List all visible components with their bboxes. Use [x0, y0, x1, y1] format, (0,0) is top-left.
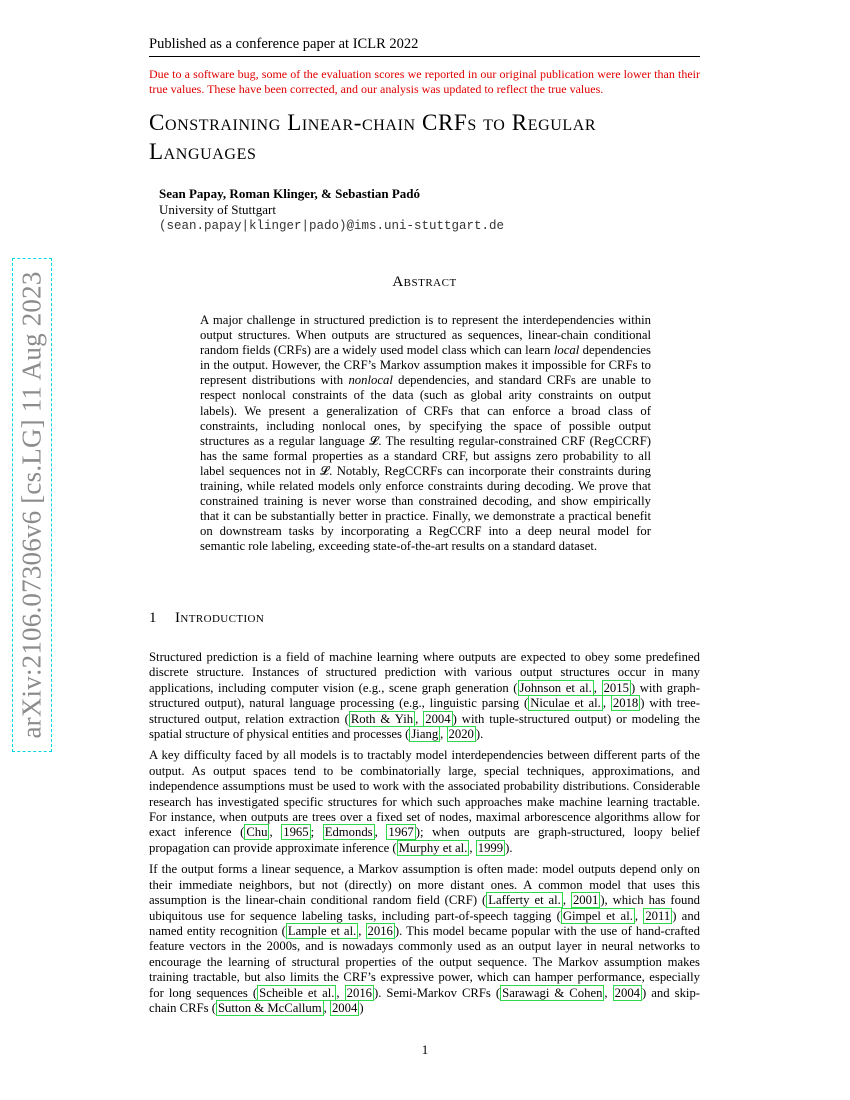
citation-link[interactable]: Johnson et al. [519, 680, 592, 695]
abstract-emphasis-nonlocal: nonlocal [348, 373, 393, 388]
paragraph-text: ) and named entity recognition ( [149, 908, 701, 938]
citation-year-link[interactable]: 2004 [425, 711, 451, 726]
citation-link[interactable]: Gimpel et al. [562, 908, 633, 923]
section-number: 1 [149, 610, 157, 626]
abstract-text: dependencies in the output. However, the CRF’s Markov assumption makes it impossible for CRFs to represent distributions with [200, 343, 651, 388]
citation-link[interactable]: Jiang [411, 727, 439, 742]
citation-year-link[interactable]: 1999 [477, 840, 504, 855]
citation-year-link[interactable]: 2020 [448, 727, 474, 742]
paragraph-text: ). [475, 727, 484, 742]
citation-link[interactable]: Lample et al. [287, 923, 357, 938]
paragraph: If the output forms a linear sequence, a Markov assumption is often made: model outputs depend only on their immediate neighbors, but not (directly) on more distant ones. A common model that uses this assumption is the linear-chain conditional random field (CRF) ( Lafferty et al. , 2001 ), which has found ubiquitous use for sequence labeling tasks, including part-of-speech tagging ( Gimpel et al. , 2011 ) and named entity recognition ( Lample et al. , 2016 ). This model became popular with the use of hand-crafted feature vectors in the 2000s, and is nowadays commonly used as an output layer in neural networks to encourage the learning of structural properties of the output sequence. The Markov assumption makes training tractable, but also limits the CRF’s expressive power, which can hamper performance, especially for long sequences ( Scheible et al. , 2016 ). Semi-Markov CRFs ( Sarawagi & Cohen , 2004 ) and skip-chain CRFs ( Sutton & McCallum , 2004 ) [149, 862, 701, 1015]
paragraph-text: ). Semi-Markov CRFs ( [374, 985, 501, 1000]
section-heading [149, 610, 264, 627]
citation-link[interactable]: Roth & Yih [350, 711, 414, 726]
math-language-symbol: 𝓛 [319, 463, 330, 478]
paragraph-text: ). This model became popular with the use of hand-crafted feature vectors in the 2000s, and is nowadays commonly used as an output layer in neural networks to encourage the learning of structural properties of the output sequence. The Markov assumption makes training tractable, but also limits the CRF’s expressive power, which can hamper performance, especially for long sequences ( [149, 923, 700, 1000]
paragraph-text: ) and skip-chain CRFs ( [149, 985, 701, 1015]
paragraph-text: ) with tree-structured output, relation extraction ( [149, 696, 700, 726]
citation-year-link[interactable]: 1965 [283, 825, 309, 840]
paper-title [149, 108, 709, 166]
citation-link[interactable]: Murphy et al. [398, 840, 468, 855]
abstract-text: A major challenge in structured prediction is to represent the interdependencies within output structures. When outputs are structured as sequences, linear-chain conditional random fields (CRFs) are a widely used model class which can learn [200, 313, 651, 358]
section-title: Introduction [175, 610, 265, 626]
abstract-heading: Abstract [392, 274, 457, 290]
citation-link[interactable]: Sarawagi & Cohen [502, 985, 603, 1000]
errata-notice: Due to a software bug, some of the evaluation scores we reported in our original publication were lower than their true values. These have been corrected, and our analysis was updated to reflect the true values. [149, 67, 700, 96]
citation-year-link[interactable]: 2004 [331, 1000, 358, 1015]
citation-link[interactable]: Scheible et al. [259, 985, 335, 1000]
citation-link[interactable]: Edmonds [324, 825, 373, 840]
page-number: 1 [421, 1042, 429, 1057]
citation-link[interactable]: Sutton & McCallum [217, 1000, 322, 1015]
paragraph-text: ) [359, 1000, 364, 1015]
abstract-text: . The resulting regular-constrained CRF (RegCCRF) has the same formal properties as a standard CRF, but assigns zero probability to all label sequences not in [200, 433, 651, 478]
paragraph-text: ) with graph-structured output), natural language processing (e.g., linguistic parsing ( [149, 680, 700, 711]
paragraph: Structured prediction is a field of machine learning where outputs are expected to obey some predefined discrete structure. Instances of structured prediction with various output structures occur in many applications, including computer vision (e.g., scene graph generation ( Johnson et al. , 2015 ) with graph-structured output), natural language processing (e.g., linguistic parsing ( Niculae et al. , 2018 ) with tree-structured output, relation extraction ( Roth & Yih , 2004 ) with tuple-structured output) or modeling the spatial structure of physical entities and processes ( Jiang , 2020 ). [149, 650, 701, 742]
citation-year-link[interactable]: 2016 [346, 985, 372, 1000]
paragraph-text: A key difficulty faced by all models is to tractably model interdependencies between different parts of the output. As output spaces tend to be combinatorially large, special techniques, approximations, and independence assumptions must be used to work with the associated probability distributions. Considerable research has investigated specific structures for which such approaches make machine learning tractable. For instance, when outputs are trees over a fixed set of nodes, maximal arborescence algorithms allow for exact inference ( [149, 748, 700, 840]
abstract-emphasis-local: local [553, 343, 580, 358]
paragraph-text: ) with tuple-structured output) or modeling the spatial structure of physical entities and processes ( [149, 711, 701, 742]
abstract-body [200, 313, 651, 555]
arxiv-stamp[interactable] [12, 258, 52, 752]
author-affiliation: University of Stuttgart [159, 202, 276, 217]
title-part-3: s to Regular Languages [149, 110, 597, 164]
paragraph-text: If the output forms a linear sequence, a Markov assumption is often made: model outputs depend only on their immediate neighbors, but not (directly) on more distant ones. A common model that uses this assumption is the linear-chain conditional random field (CRF) ( [149, 862, 700, 908]
author-block [159, 186, 699, 234]
arxiv-stamp-text: arXiv:2106.07306v6 [cs.LG] 11 Aug 2023 [16, 271, 47, 739]
paragraph-text: ), which has found ubiquitous use for sequence labeling tasks, including part-of-speech tagging ( [149, 893, 701, 923]
citation-year-link[interactable]: 2004 [614, 985, 641, 1000]
paragraph-text: ; [310, 825, 323, 840]
title-part-2: CRF [422, 110, 468, 135]
citation-link[interactable]: Niculae et al. [530, 696, 601, 711]
author-email: (sean.papay|klinger|pado)@ims.uni-stuttgart.de [159, 219, 505, 233]
author-names: Sean Papay, Roman Klinger, & Sebastian Padó [159, 186, 421, 201]
citation-link[interactable]: Lafferty et al. [488, 893, 561, 908]
paragraph-text: ). [505, 840, 513, 855]
paragraph-text: Structured prediction is a field of machine learning where outputs are expected to obey some predefined discrete structure. Instances of structured prediction with various output structures occur in many applications, including computer vision (e.g., scene graph generation ( [149, 650, 700, 695]
abstract-text: . Notably, RegCCRFs can incorporate their constraints during training, while related models only enforce constraints during decoding. We prove that constrained training is never worse than constrained decoding, and show empirically that it can be substantially better in practice. Finally, we demonstrate a practical benefit on downstream tasks by incorporating a RegCCRF into a deep neural model for semantic role labeling, exceeding state-of-the-art results on a standard dataset. [200, 463, 652, 554]
introduction-body [149, 650, 700, 1022]
citation-link[interactable]: Chu [246, 825, 268, 840]
abstract-text: dependencies, and standard CRFs are unable to respect nonlocal constraints of the data (such as global arity constraints on output labels). We present a generalization of CRFs that can enforce a broad class of constraints, including nonlocal ones, by specifying the space of possible output structures as a regular language [200, 373, 651, 448]
paragraph-text: ); when outputs are graph-structured, loopy belief propagation can provide approximate inference ( [149, 825, 701, 855]
citation-year-link[interactable]: 1967 [388, 825, 414, 840]
title-part-1: Constraining Linear-chain [149, 110, 423, 135]
paragraph: A key difficulty faced by all models is to tractably model interdependencies between different parts of the output. As output spaces tend to be combinatorially large, special techniques, approximations, and independence assumptions must be used to work with the associated probability distributions. Considerable research has investigated specific structures for which such approaches make machine learning tractable. For instance, when outputs are trees over a fixed set of nodes, maximal arborescence algorithms allow for exact inference ( Chu , 1965 ; Edmonds , 1967 ); when outputs are graph-structured, loopy belief propagation can provide approximate inference ( Murphy et al. , 1999 ). [149, 748, 701, 855]
citation-year-link[interactable]: 2018 [612, 696, 639, 711]
citation-year-link[interactable]: 2015 [603, 680, 629, 695]
citation-year-link[interactable]: 2001 [572, 893, 599, 908]
running-header: Published as a conference paper at ICLR 2022 [149, 36, 700, 57]
math-language-symbol: 𝓛 [369, 433, 379, 448]
citation-year-link[interactable]: 2011 [645, 908, 671, 923]
citation-year-link[interactable]: 2016 [367, 923, 393, 938]
